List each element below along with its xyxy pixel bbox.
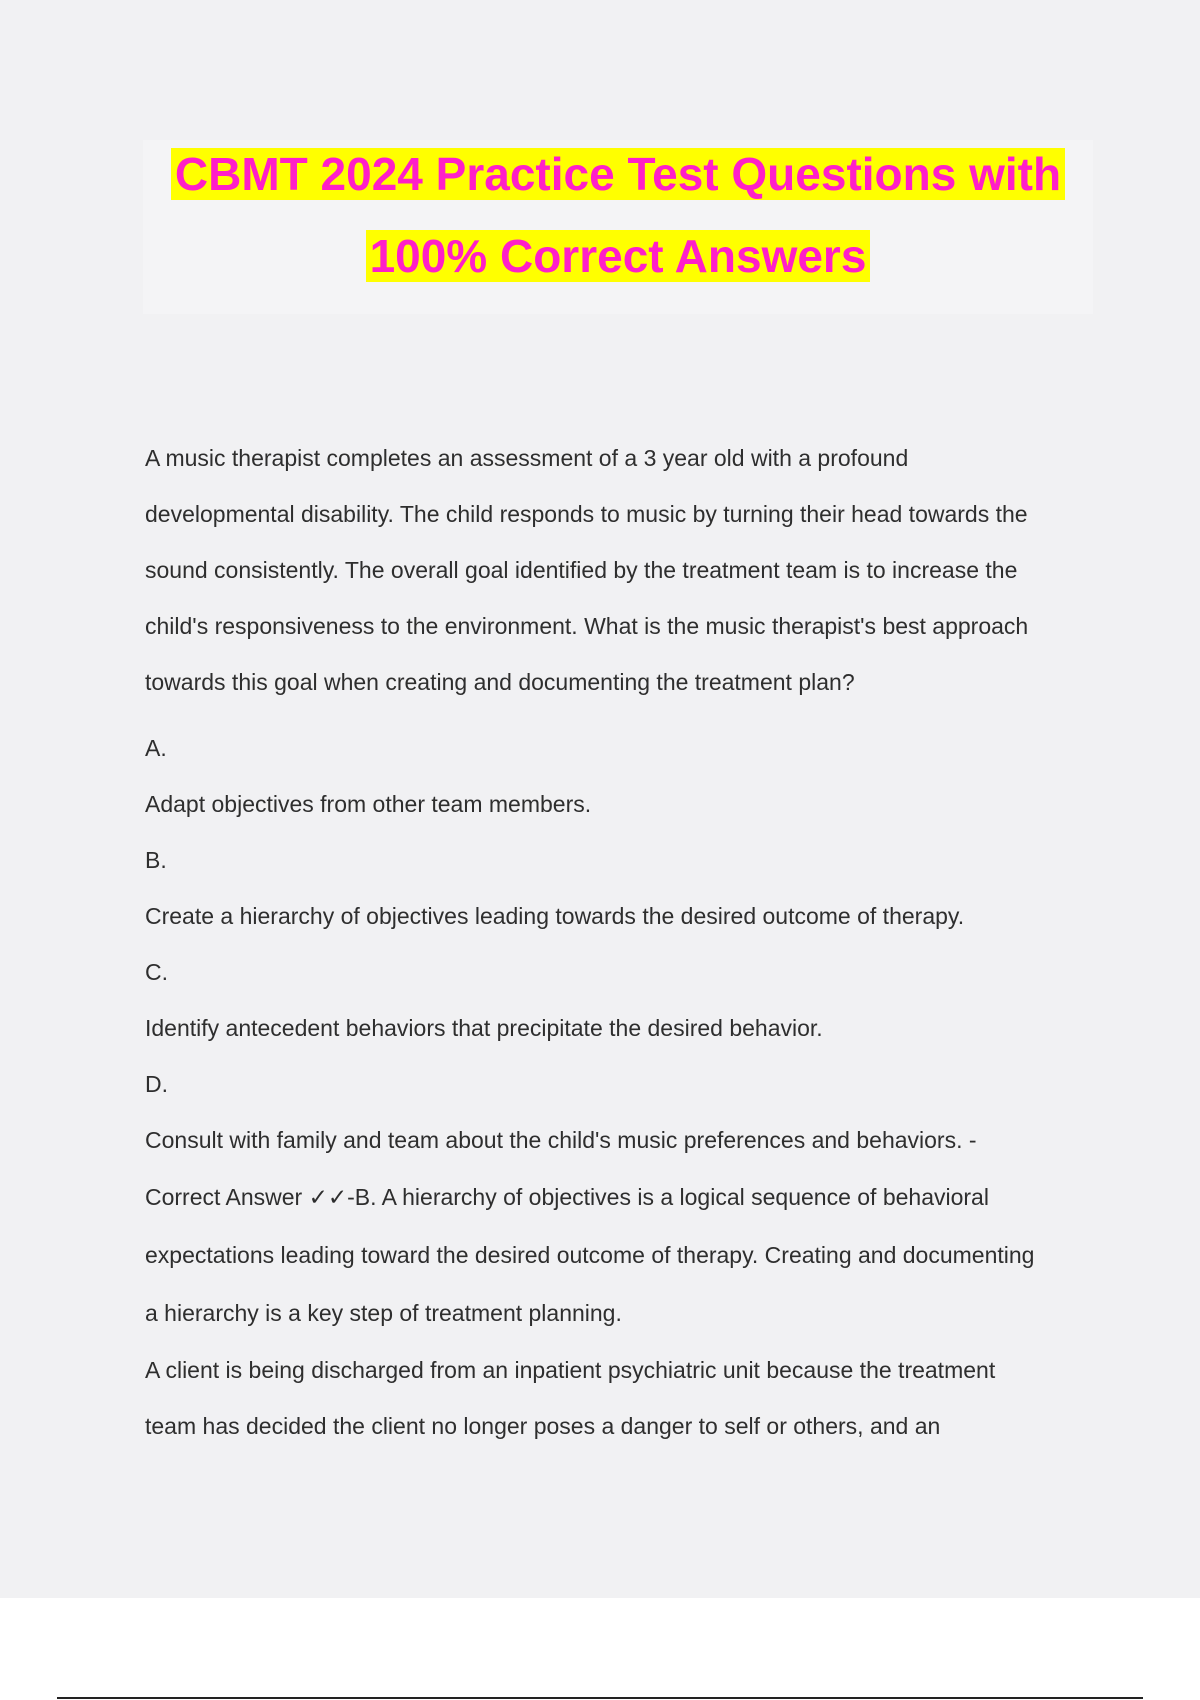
title-line-2: 100% Correct Answers <box>366 230 871 282</box>
answer-line: a hierarchy is a key step of treatment planning. <box>145 1300 622 1326</box>
text-line: developmental disability. The child responds to music by turning their head towards the <box>145 501 1028 527</box>
answer-line: expectations leading toward the desired outcome of therapy. Creating and documenting <box>145 1242 1035 1268</box>
option-letter: B. <box>145 847 167 873</box>
text-line: A client is being discharged from an inpatient psychiatric unit because the treatment <box>145 1357 996 1383</box>
document-body <box>145 430 1105 1454</box>
answer-line: Correct Answer ✓✓-B. A hierarchy of objectives is a logical sequence of behavioral <box>145 1184 989 1210</box>
question-1-answer <box>145 1168 1105 1342</box>
text-line: team has decided the client no longer poses a danger to self or others, and an <box>145 1413 941 1439</box>
option-text: Consult with family and team about the child's music preferences and behaviors. - <box>145 1127 977 1153</box>
question-2-stem <box>145 1342 1105 1454</box>
text-line: A music therapist completes an assessment of a 3 year old with a profound <box>145 445 909 471</box>
option-letter: D. <box>145 1071 168 1097</box>
title-line-1: CBMT 2024 Practice Test Questions with <box>171 148 1065 200</box>
option-text: Adapt objectives from other team members. <box>145 791 592 817</box>
option-letter: A. <box>145 735 167 761</box>
text-line: child's responsiveness to the environment. What is the music therapist's best approach <box>145 613 1029 639</box>
title-block <box>143 140 1093 314</box>
text-line: sound consistently. The overall goal identified by the treatment team is to increase the <box>145 557 1018 583</box>
question-1-options <box>145 720 1105 1168</box>
text-line: towards this goal when creating and documenting the treatment plan? <box>145 669 855 695</box>
option-text: Create a hierarchy of objectives leading towards the desired outcome of therapy. <box>145 903 965 929</box>
page-divider <box>57 1697 1143 1699</box>
question-1-stem <box>145 430 1105 710</box>
option-text: Identify antecedent behaviors that precipitate the desired behavior. <box>145 1015 823 1041</box>
option-letter: C. <box>145 959 168 985</box>
